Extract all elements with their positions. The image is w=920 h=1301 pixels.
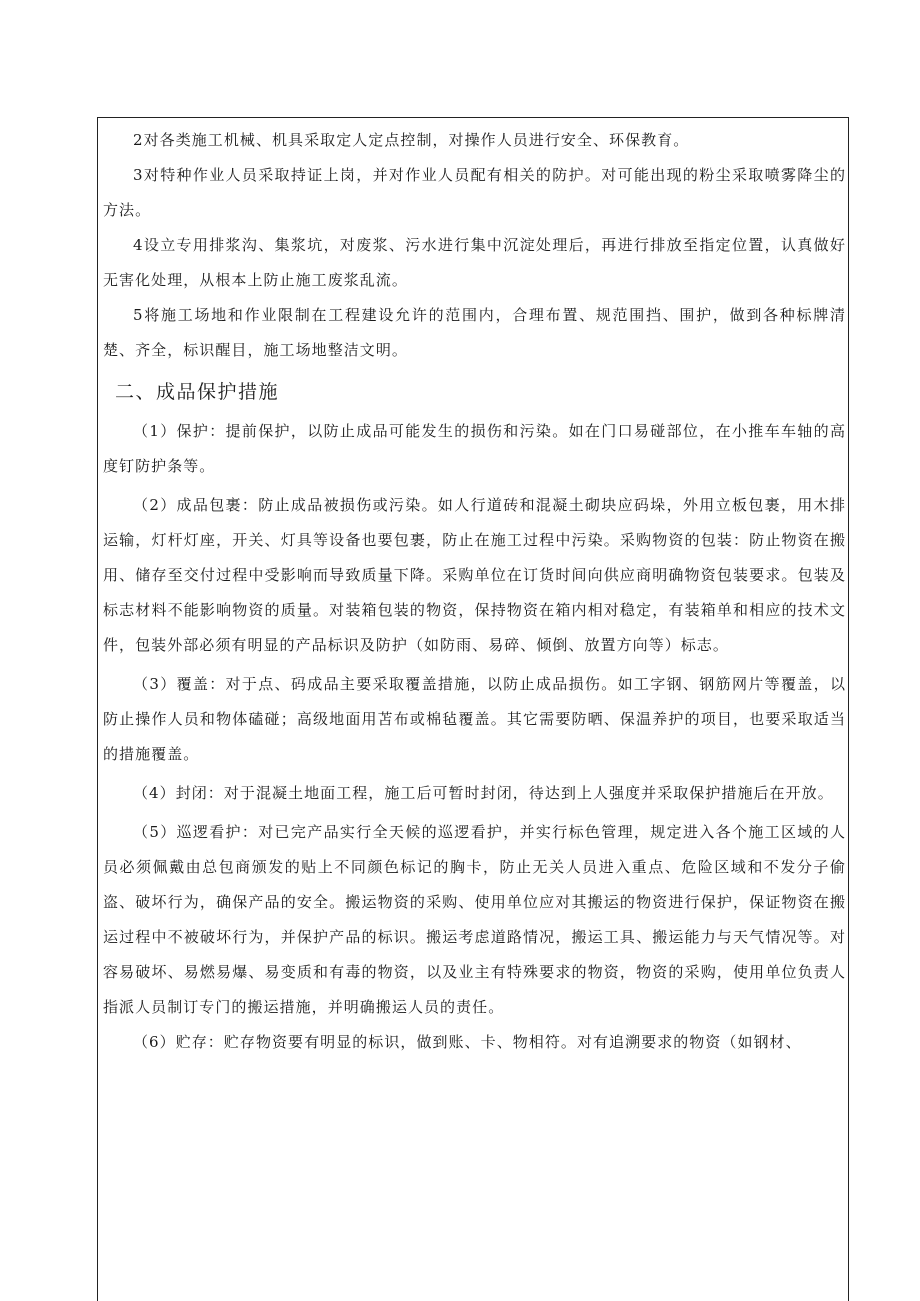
protection-item-5: （5）巡逻看护：对已完产品实行全天候的巡逻看护，并实行标色管理，规定进入各个施工区域的人员必须佩戴由总包商颁发的贴上不同颜色标记的胸卡，防止无关人员进入重点、危险区域和不发分子偷盗、破坏行为，确保产品的安全。搬运物资的采购、使用单位应对其搬运的物资进行保护，保证物资在搬运过程中不被破坏行为，并保护产品的标识。搬运考虑道路情况，搬运工具、搬运能力与天气情况等。对容易破坏、易燃易爆、易变质和有毒的物资，以及业主有特殊要求的物资，物资的采购，使用单位负责人指派人员制订专门的搬运措施，并明确搬运人员的责任。 (103, 823, 846, 1016)
env-measure-2: 2对各类施工机械、机具采取定人定点控制，对操作人员进行安全、环保教育。 (133, 131, 690, 149)
env-measure-3: 3对特种作业人员采取持证上岗，并对作业人员配有相关的防护。对可能出现的粉尘采取喷雾降尘的方法。 (103, 166, 846, 219)
protection-item-1: （1）保护：提前保护，以防止成品可能发生的损伤和污染。如在门口易碰部位，在小推车车轴的高度钉防护条等。 (103, 422, 846, 475)
protection-item-2: （2）成品包裹：防止成品被损伤或污染。如人行道砖和混凝土砌块应码垛，外用立板包裹，用木排运输，灯杆灯座，开关、灯具等设备也要包裹，防止在施工过程中污染。采购物资的包装：防止物资在搬用、储存至交付过程中受影响而导致质量下降。采购单位在订货时间向供应商明确物资包装要求。包装及标志材料不能影响物资的质量。对装箱包装的物资，保持物资在箱内相对稳定，有装箱单和相应的技术文件，包装外部必须有明显的产品标识及防护（如防雨、易碎、倾倒、放置方向等）标志。 (103, 496, 846, 654)
env-measure-4: 4设立专用排浆沟、集浆坑，对废浆、污水进行集中沉淀处理后，再进行排放至指定位置，认真做好无害化处理，从根本上防止施工废浆乱流。 (103, 236, 846, 289)
protection-item-4: （4）封闭：对于混凝土地面工程，施工后可暂时封闭，待达到上人强度并采取保护措施后在开放。 (133, 784, 834, 802)
protection-item-3: （3）覆盖：对于点、码成品主要采取覆盖措施，以防止成品损伤。如工字钢、钢筋网片等覆盖，以防止操作人员和物体磕碰；高级地面用苫布或棉毡覆盖。其它需要防晒、保温养护的项目，也要采取适当的措施覆盖。 (103, 675, 846, 763)
protection-item-6: （6）贮存：贮存物资要有明显的标识，做到账、卡、物相符。对有追溯要求的物资（如钢材、 (133, 1033, 802, 1051)
env-measure-5: 5将施工场地和作业限制在工程建设允许的范围内，合理布置、规范围挡、围护，做到各种标牌清楚、齐全，标识醒目，施工场地整洁文明。 (103, 306, 846, 359)
document-body (103, 123, 846, 1060)
section-heading-product-protection: 二、成品保护措施 (115, 381, 280, 403)
